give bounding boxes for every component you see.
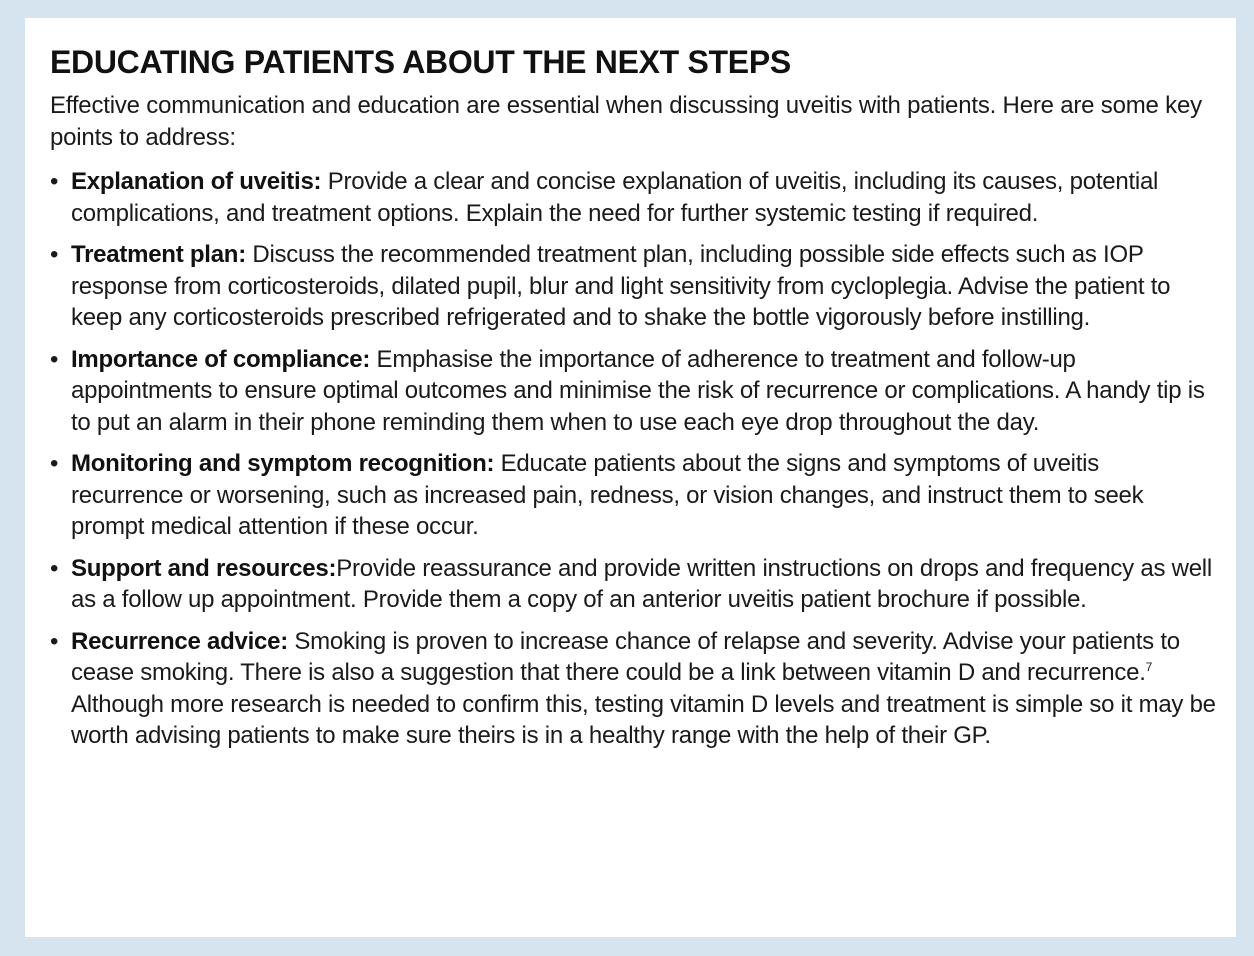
- bullet-icon: •: [50, 554, 59, 582]
- list-item-text-continued: Although more research is needed to confirm this, testing vitamin D levels and treatment is simple so it may be worth advising patients to make sure theirs is in a healthy range with the help of their GP.: [71, 690, 1216, 749]
- list-item-term: Treatment plan:: [71, 241, 246, 268]
- list-item-text: Provide a clear and concise explanation of uveitis, including its causes, potential complications, and treatment options. Explain the need for further systemic testing if required.: [71, 168, 1159, 227]
- bullet-icon: •: [50, 627, 59, 655]
- list-item-monitoring: [50, 448, 1216, 543]
- list-item-support: [50, 553, 1216, 616]
- bullet-icon: •: [50, 168, 59, 195]
- list-item-term: Importance of compliance:: [71, 345, 371, 373]
- bullet-icon: •: [50, 241, 59, 268]
- info-box: [25, 18, 1236, 937]
- citation-reference: 7: [1145, 660, 1153, 674]
- key-points-list: [50, 166, 1216, 752]
- list-item-term: Support and resources:: [71, 554, 337, 582]
- list-item-term: Monitoring and symptom recognition:: [71, 450, 495, 477]
- list-item-text: Smoking is proven to increase chance of relapse and severity. Advise your patients to cease smoking. There is also a suggestion that there could be a link between vitamin D and recurrence.: [71, 627, 1180, 686]
- bullet-icon: •: [50, 345, 59, 373]
- list-item-text: Educate patients about the signs and symptoms of uveitis recurrence or worsening, such as increased pain, redness, or vision changes, and instruct them to seek prompt medical attention if these occur.: [71, 450, 1144, 540]
- list-item-treatment-plan: [50, 239, 1216, 334]
- list-item-compliance: [50, 344, 1216, 439]
- list-item-explanation: [50, 166, 1216, 229]
- list-item-recurrence: [50, 626, 1216, 752]
- list-item-text: Discuss the recommended treatment plan, including possible side effects such as IOP response from corticosteroids, dilated pupil, blur and light sensitivity from cycloplegia. Advise the patient to keep any corticosteroids prescribed refrigerated and to shake the bottle vigorously before instilling.: [71, 241, 1171, 331]
- box-title: EDUCATING PATIENTS ABOUT THE NEXT STEPS: [50, 44, 791, 80]
- list-item-term: Recurrence advice:: [71, 627, 288, 655]
- intro-paragraph: Effective communication and education are essential when discussing uveitis with patients. Here are some key points to address:: [50, 92, 1202, 151]
- list-item-text: Provide reassurance and provide written instructions on drops and frequency as well as a follow up appointment. Provide them a copy of an anterior uveitis patient brochure if possible.: [71, 554, 1212, 613]
- list-item-term: Explanation of uveitis:: [71, 168, 322, 195]
- list-item-text: Emphasise the importance of adherence to treatment and follow-up appointments to ensure optimal outcomes and minimise the risk of recurrence or complications. A handy tip is to put an alarm in their phone reminding them when to use each eye drop throughout the day.: [71, 345, 1205, 436]
- bullet-icon: •: [50, 450, 59, 477]
